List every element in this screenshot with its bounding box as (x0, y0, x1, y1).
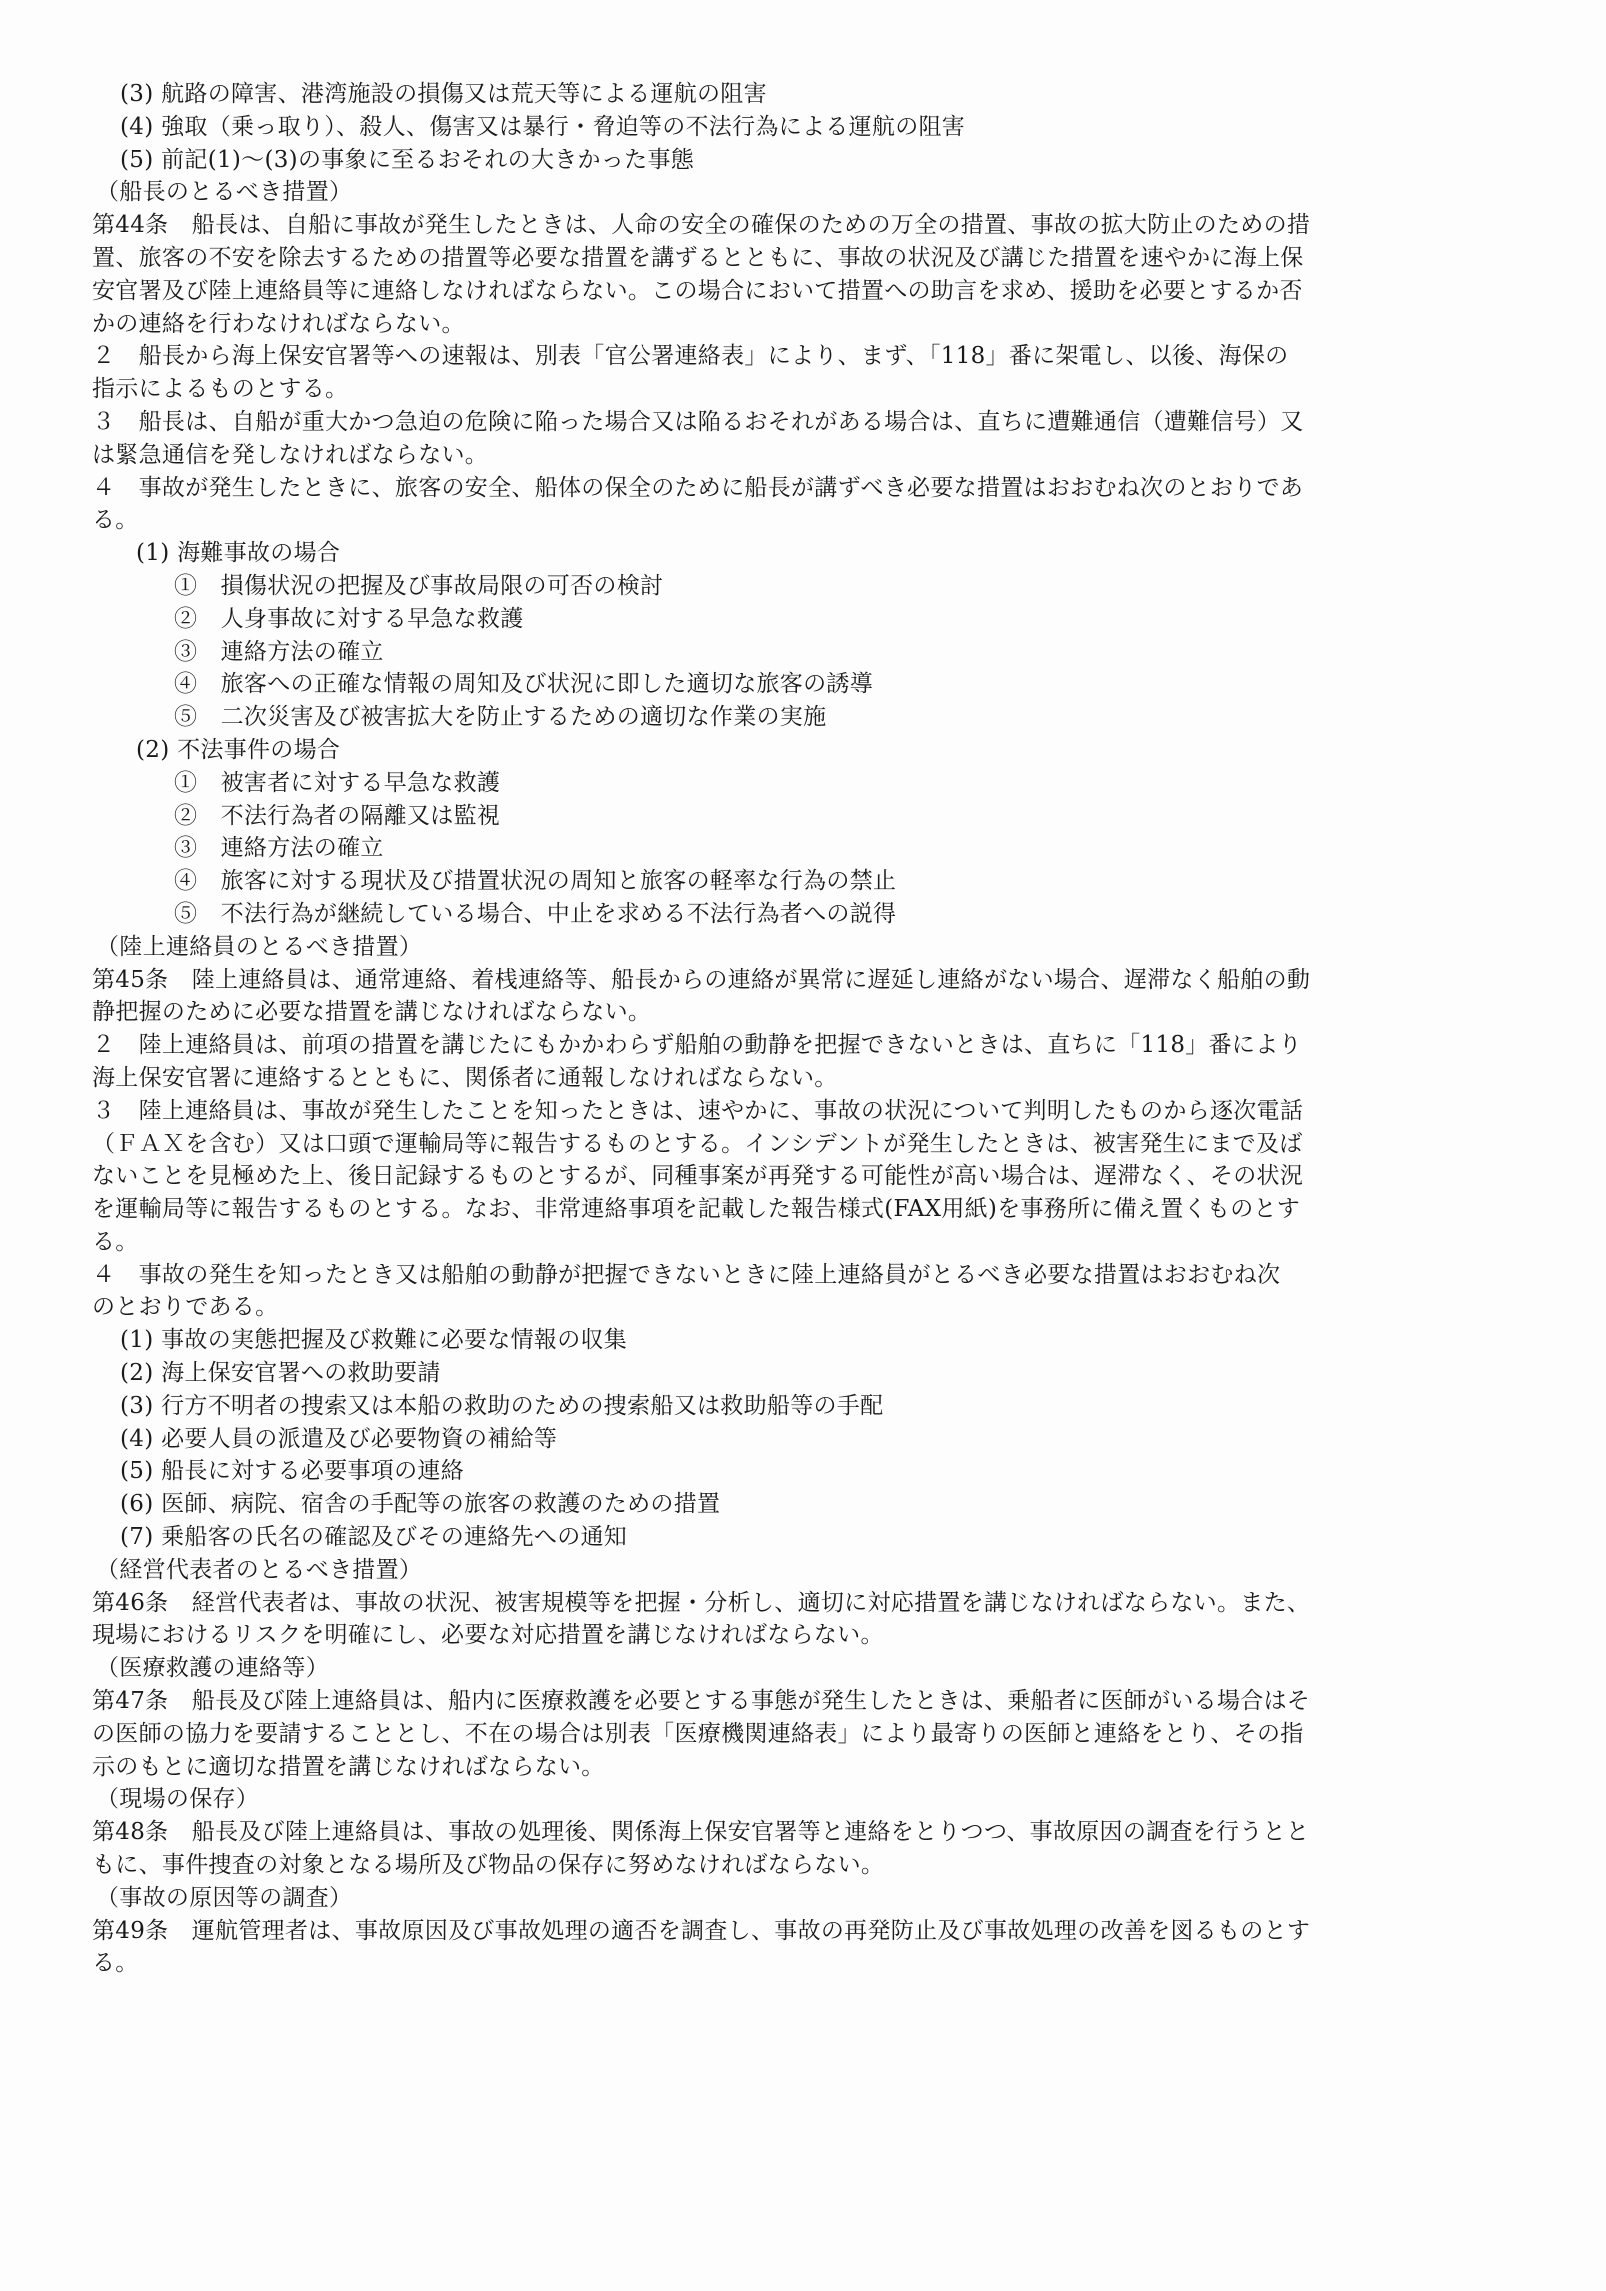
list-item: (1) 海難事故の場合 (136, 540, 341, 567)
section-heading: （経営代表者のとるべき措置） (96, 1556, 423, 1583)
section-heading: （船長のとるべき措置） (96, 179, 353, 206)
text-line: 海上保安官署に連絡するとともに、関係者に通報しなければならない。 (92, 1064, 838, 1091)
text-line: ２ 船長から海上保安官署等への速報は、別表「官公署連絡表」により、まず、「118」番に架電し、以後、海保の (92, 343, 1289, 370)
sub-list-item: ④ 旅客に対する現状及び措置状況の周知と旅客の軽率な行為の禁止 (174, 868, 897, 895)
text-line: 第45条 陸上連絡員は、通常連絡、着桟連絡等、船長からの連絡が異常に遅延し連絡がない場合、遅滞なく船舶の動 (92, 966, 1311, 993)
list-item: (4) 必要人員の派遣及び必要物資の補給等 (120, 1425, 558, 1452)
sub-list-item: ④ 旅客への正確な情報の周知及び状況に即した適切な旅客の誘導 (174, 671, 873, 698)
sub-list-item: ② 不法行為者の隔離又は監視 (174, 802, 501, 829)
text-line: 静把握のために必要な措置を講じなければならない。 (92, 999, 652, 1026)
list-item: (1) 事故の実態把握及び救難に必要な情報の収集 (120, 1327, 628, 1354)
text-line: ２ 陸上連絡員は、前項の措置を講じたにもかかわらず船舶の動静を把握できないときは、直ちに「118」番により (92, 1032, 1302, 1059)
text-line: もに、事件捜査の対象となる場所及び物品の保存に努めなければならない。 (92, 1852, 885, 1879)
sub-list-item: ⑤ 不法行為が継続している場合、中止を求める不法行為者への説得 (174, 900, 897, 927)
text-line: 第46条 経営代表者は、事故の状況、被害規模等を把握・分析し、適切に対応措置を講じなければならない。また、 (92, 1589, 1311, 1616)
list-item: (4) 強取（乗っ取り）、殺人、傷害又は暴行・脅迫等の不法行為による運航の阻害 (120, 113, 966, 140)
text-line: ４ 事故の発生を知ったとき又は船舶の動静が把握できないときに陸上連絡員がとるべき必要な措置はおおむね次 (92, 1261, 1281, 1288)
text-line: 示のもとに適切な措置を講じなければならない。 (92, 1753, 605, 1780)
sub-list-item: ① 被害者に対する早急な救護 (174, 769, 501, 796)
list-item: (6) 医師、病院、宿舎の手配等の旅客の救護のための措置 (120, 1491, 721, 1518)
text-line: 第44条 船長は、自船に事故が発生したときは、人命の安全の確保のための万全の措置、事故の拡大防止のための措 (92, 212, 1311, 239)
text-line: 安官署及び陸上連絡員等に連絡しなければならない。この場合において措置への助言を求め、援助を必要とするか否 (92, 277, 1303, 304)
section-heading: （事故の原因等の調査） (96, 1884, 353, 1911)
list-item: (5) 船長に対する必要事項の連絡 (120, 1458, 464, 1485)
text-line: 指示によるものとする。 (92, 376, 349, 403)
text-line: ３ 陸上連絡員は、事故が発生したことを知ったときは、速やかに、事故の状況について判明したものから逐次電話 (92, 1097, 1304, 1124)
section-heading: （陸上連絡員のとるべき措置） (96, 933, 423, 960)
list-item: (3) 航路の障害、港湾施設の損傷又は荒天等による運航の阻害 (120, 81, 767, 107)
text-line: 第49条 運航管理者は、事故原因及び事故処理の適否を調査し、事故の再発防止及び事故処理の改善を図るものとす (92, 1917, 1311, 1944)
section-heading: （医療救護の連絡等） (96, 1655, 329, 1682)
list-item: (5) 前記(1)～(3)の事象に至るおそれの大きかった事態 (120, 146, 695, 173)
text-line: の医師の協力を要請することとし、不在の場合は別表「医療機関連絡表」により最寄りの医師と連絡をとり、その指 (92, 1720, 1304, 1747)
text-line: かの連絡を行わなければならない。 (92, 310, 465, 337)
text-line: る。 (92, 1228, 139, 1255)
list-item: (2) 海上保安官署への救助要請 (120, 1360, 441, 1387)
text-line: 第47条 船長及び陸上連絡員は、船内に医療救護を必要とする事態が発生したときは、乗船者に医師がいる場合はそ (92, 1688, 1311, 1715)
text-line: のとおりである。 (92, 1294, 279, 1321)
text-line: 現場におけるリスクを明確にし、必要な対応措置を講じなければならない。 (92, 1622, 884, 1649)
document-body (92, 78, 1542, 1980)
text-line: （ＦＡＸを含む）又は口頭で運輸局等に報告するものとする。インシデントが発生したときは、被害発生にまで及ば (92, 1130, 1303, 1157)
text-line: ３ 船長は、自船が重大かつ急迫の危険に陥った場合又は陥るおそれがある場合は、直ちに遭難通信（遭難信号）又 (92, 408, 1304, 435)
text-line: 置、旅客の不安を除去するための措置等必要な措置を講ずるとともに、事故の状況及び講じた措置を速やかに海上保 (92, 244, 1304, 271)
sub-list-item: ③ 連絡方法の確立 (174, 638, 384, 665)
text-line: 第48条 船長及び陸上連絡員は、事故の処理後、関係海上保安官署等と連絡をとりつつ、事故原因の調査を行うとと (92, 1819, 1310, 1846)
list-item: (3) 行方不明者の捜索又は本船の救助のための捜索船又は救助船等の手配 (120, 1392, 884, 1419)
text-line: ないことを見極めた上、後日記録するものとするが、同種事案が再発する可能性が高い場合は、遅滞なく、その状況 (92, 1163, 1304, 1190)
text-line: る。 (92, 507, 139, 534)
section-heading: （現場の保存） (96, 1786, 260, 1813)
sub-list-item: ⑤ 二次災害及び被害拡大を防止するための適切な作業の実施 (174, 704, 827, 731)
text-line: は緊急通信を発しなければならない。 (92, 441, 489, 468)
sub-list-item: ② 人身事故に対する早急な救護 (174, 605, 524, 632)
sub-list-item: ① 損傷状況の把握及び事故局限の可否の検討 (174, 572, 664, 599)
text-line: を運輸局等に報告するものとする。なお、非常連絡事項を記載した報告様式(FAX用紙)を事務所に備え置くものとす (92, 1196, 1301, 1223)
text-line: る。 (92, 1950, 139, 1977)
text-line: ４ 事故が発生したときに、旅客の安全、船体の保全のために船長が講ずべき必要な措置はおおむね次のとおりであ (92, 474, 1304, 501)
list-item: (7) 乗船客の氏名の確認及びその連絡先への通知 (120, 1524, 628, 1551)
list-item: (2) 不法事件の場合 (136, 736, 341, 763)
sub-list-item: ③ 連絡方法の確立 (174, 835, 384, 862)
